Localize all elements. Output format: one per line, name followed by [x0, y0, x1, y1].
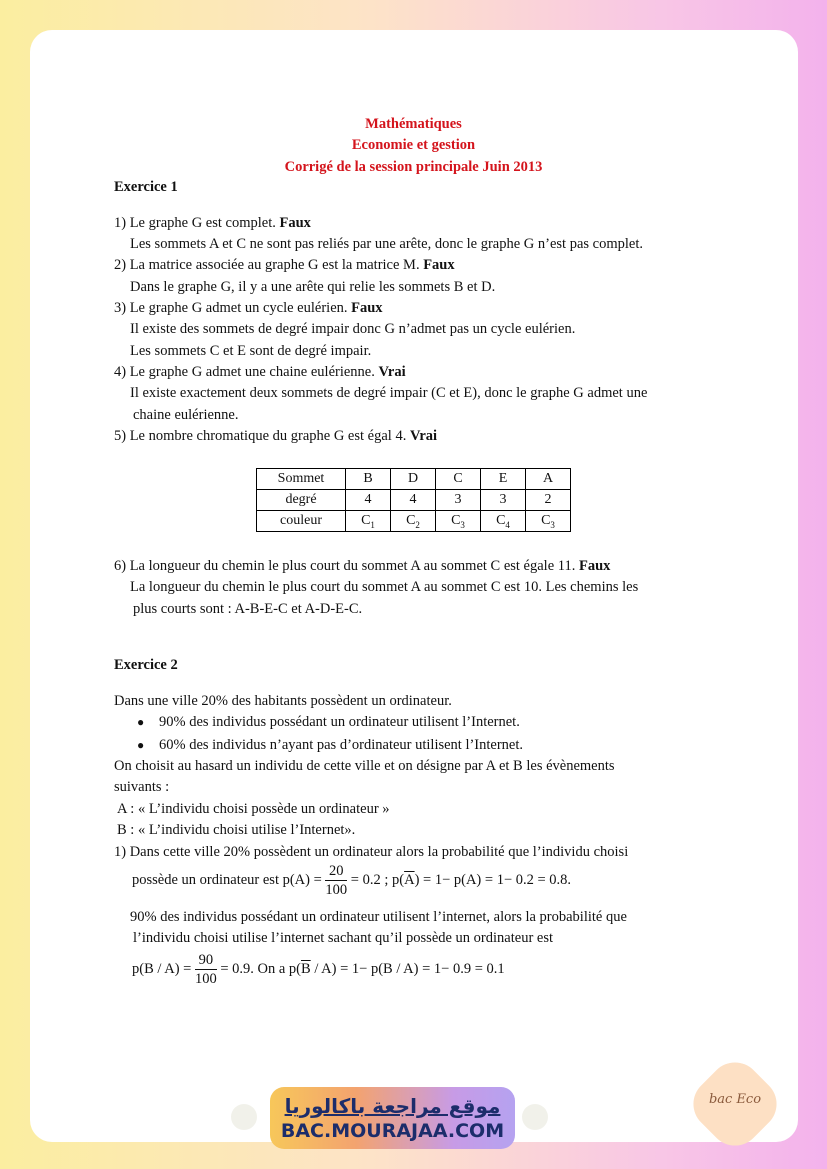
- ex1-answer-3: Faux: [351, 300, 383, 316]
- table-cell: 2: [526, 490, 571, 511]
- ex2-intro: Dans une ville 20% des habitants possèdent un ordinateur.: [114, 693, 452, 709]
- ex2-bullet-2: 60% des individus n’ayant pas d’ordinateur utilisent l’Internet.: [159, 737, 524, 753]
- section-heading: Economie et gestion: [351, 137, 476, 153]
- ex1-answer-5: Vrai: [409, 428, 438, 444]
- exercise-2-title: Exercice 2: [114, 657, 178, 673]
- table-cell: $C_1$: [346, 511, 391, 532]
- degree-color-table: [256, 468, 571, 532]
- ex1-explanation-4a: Il existe exactement deux sommets de degré impair (C et E), donc le graphe G admet une: [130, 385, 648, 401]
- row-label-sommet: Sommet: [257, 469, 346, 490]
- bullet-icon: ●: [137, 738, 145, 752]
- table-cell: 4: [391, 490, 436, 511]
- site-logo-icon: [231, 1104, 257, 1130]
- ex2-choose-line-2: suivants :: [114, 779, 170, 795]
- ex1-explanation-4b: chaine eulérienne.: [133, 407, 239, 423]
- table-row: [257, 490, 571, 511]
- ex2-question-1: 1) Dans cette ville 20% possèdent un ordinateur alors la probabilité que l’individu choisi: [114, 844, 629, 860]
- table-cell: $C_3$: [526, 511, 571, 532]
- table-cell: $C_3$: [436, 511, 481, 532]
- ex1-question-2: 2) La matrice associée au graphe G est la matrice M. Faux: [114, 257, 455, 273]
- ex1-answer-1: Faux: [279, 215, 311, 231]
- ex1-explanation-3b: Les sommets C et E sont de degré impair.: [130, 343, 372, 359]
- ex1-question-1: 1) Le graphe G est complet. Faux: [114, 215, 311, 231]
- table-cell: $C_4$: [481, 511, 526, 532]
- ex2-paragraph-2a: 90% des individus possédant un ordinateur utilisent l’internet, alors la probabilité que: [130, 909, 627, 925]
- ex2-bullet-1: 90% des individus possédant un ordinateur utilisent l’Internet.: [159, 714, 520, 730]
- ex1-explanation-6b: plus courts sont : A-B-E-C et A-D-E-C.: [133, 601, 363, 617]
- table-cell: $C_2$: [391, 511, 436, 532]
- table-cell: C: [436, 469, 481, 490]
- bac-eco-badge-text: bac Eco: [708, 1092, 762, 1107]
- ex1-explanation-3a: Il existe des sommets de degré impair donc G n’admet pas un cycle eulérien.: [130, 321, 576, 337]
- ex1-answer-4: Vrai: [378, 364, 406, 380]
- ex1-question-4: 4) Le graphe G admet une chaine eulérienne. Vrai: [114, 364, 406, 380]
- ex1-answer-6: Faux: [578, 558, 611, 574]
- subject-heading: Mathématiques: [365, 116, 462, 132]
- table-cell: 3: [436, 490, 481, 511]
- ex1-question-3: 3) Le graphe G admet un cycle eulérien. Faux: [114, 300, 383, 316]
- table-cell: B: [346, 469, 391, 490]
- site-url: BAC.MOURAJAA.COM: [280, 1120, 505, 1142]
- formula-p-a: possède un ordinateur est p(A) = $\frac{20}{100}$ = 0.2 ; $p(\overline{A}) = 1- p(A) = 1- 0.2 = 0.8$.: [132, 863, 572, 898]
- table-cell: 4: [346, 490, 391, 511]
- row-label-degre: degré: [257, 490, 346, 511]
- ex2-paragraph-2b: l’individu choisi utilise l’internet sachant qu’il possède un ordinateur est: [133, 930, 554, 946]
- ex1-explanation-6a: La longueur du chemin le plus court du sommet A au sommet C est 10. Les chemins les: [130, 579, 639, 595]
- site-logo-icon: [522, 1104, 548, 1130]
- table-row: [257, 511, 571, 532]
- ex2-event-a: A : « L’individu choisi possède un ordinateur »: [117, 801, 390, 817]
- ex1-question-5: 5) Le nombre chromatique du graphe G est égal 4. Vrai: [114, 428, 438, 444]
- site-banner[interactable]: [270, 1087, 515, 1149]
- ex1-answer-2: Faux: [423, 257, 455, 273]
- site-name-arabic: موقع مراجعة باكالوريا: [284, 1094, 501, 1118]
- table-row: [257, 469, 571, 490]
- ex1-question-6: 6) La longueur du chemin le plus court du sommet A au sommet C est égale 11. Faux: [114, 558, 611, 574]
- exercise-1-title: Exercice 1: [114, 179, 178, 195]
- table-cell: 3: [481, 490, 526, 511]
- table-cell: D: [391, 469, 436, 490]
- fraction: $\frac{20}{100}$: [325, 863, 348, 898]
- ex1-explanation-1: Les sommets A et C ne sont pas reliés par une arête, donc le graphe G n’est pas complet.: [130, 236, 643, 252]
- fraction: $\frac{90}{100}$: [194, 952, 217, 987]
- formula-p-b-given-a: p(B / A) = $\frac{90}{100}$ = 0.9. On a $p(\overline{B} / A) = 1- p(B / A) = 1- 0.9 = 0.1$: [132, 952, 505, 987]
- ex2-choose-line-1: On choisit au hasard un individu de cette ville et on désigne par A et B les évènements: [114, 758, 615, 774]
- document-title: Corrigé de la session principale Juin 2013: [284, 159, 543, 175]
- ex2-event-b: B : « L’individu choisi utilise l’Internet».: [117, 822, 356, 838]
- row-label-couleur: couleur: [257, 511, 346, 532]
- bullet-icon: ●: [137, 715, 145, 729]
- table-cell: A: [526, 469, 571, 490]
- table-cell: E: [481, 469, 526, 490]
- ex1-explanation-2: Dans le graphe G, il y a une arête qui relie les sommets B et D.: [130, 279, 496, 295]
